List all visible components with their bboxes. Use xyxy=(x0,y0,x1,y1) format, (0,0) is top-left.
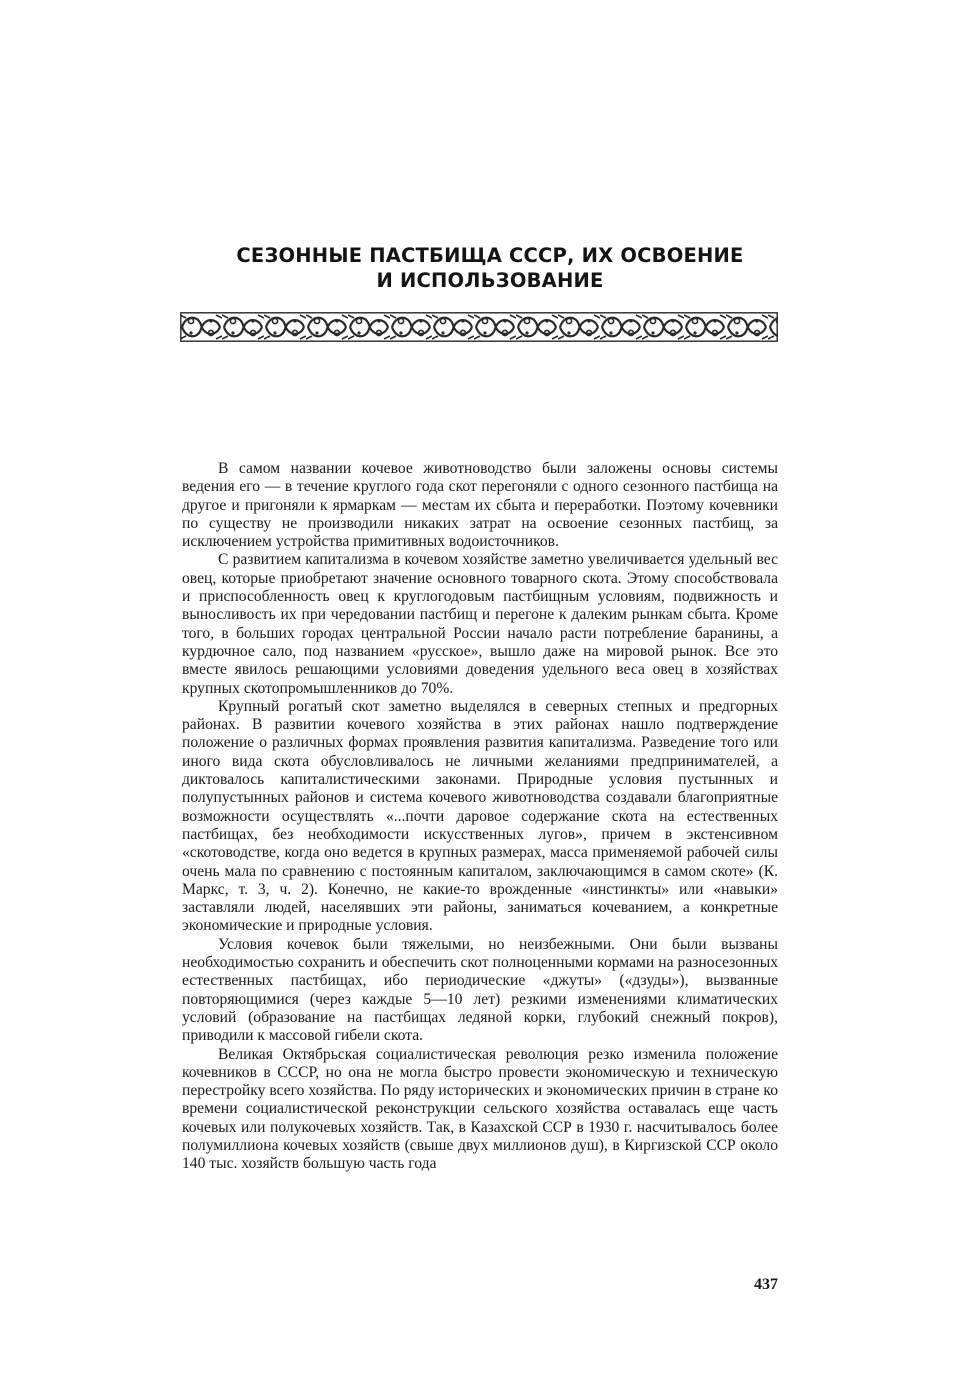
paragraph-4: Условия кочевок были тяжелыми, но неизбежными. Они были вызваны необходимостью сохранить и обеспечить скот полноценными кормами на разносезонных естественных пастбищах, ибо периодические «джуты» («дзуды»), вызванные повторяющимися (через каждые 5—10 лет) резкими изменениями климатических условий (образование на пастбищах ледяной корки, глубокий снежный покров), приводили к массовой гибели скота. xyxy=(182,935,778,1045)
paragraph-5: Великая Октябрьская социалистическая революция резко изменила положение кочевников в СССР, но она не могла быстро провести экономическую и техническую перестройку всего хозяйства. По ряду исторических и экономических причин в стране ко времени социалистической реконструкции сельского хозяйства оставалась еще часть кочевых или полукочевых хозяйств. Так, в Казахской ССР в 1930 г. насчитывалось более полумиллиона кочевых хозяйств (свыше двух миллионов душ), в Киргизской ССР около 140 тыс. хозяйств большую часть года xyxy=(182,1045,778,1173)
decorative-border-icon xyxy=(180,312,778,342)
chapter-title-line-2: И ИСПОЛЬЗОВАНИЕ xyxy=(376,269,604,292)
chapter-title-line-1: СЕЗОННЫЕ ПАСТБИЩА СССР, ИХ ОСВОЕНИЕ xyxy=(236,244,744,267)
article-body xyxy=(182,460,778,1174)
chapter-title xyxy=(150,243,830,293)
page-number: 437 xyxy=(754,1276,778,1293)
paragraph-1: В самом названии кочевое животноводство были заложены основы системы ведения его — в течение круглого года скот перегоняли с одного сезонного пастбища на другое и пригоняли к ярмаркам — местам их сбыта и переработки. Поэтому кочевники по существу не производили никаких затрат на освоение сезонных пастбищ, за исключением устройства примитивных водоисточников. xyxy=(182,460,778,551)
paragraph-3: Крупный рогатый скот заметно выделялся в северных степных и предгорных районах. В развитии кочевого хозяйства в этих районах нашло подтверждение положение о различных формах проявления развития капитализма. Разведение того или иного вида скота обусловливалось не личными желаниями предпринимателей, а диктовалось капиталистическими законами. Природные условия пустынных и полупустынных районов и система кочевого животноводства создавали благоприятные возможности осуществлять «...почти даровое содержание скота на естественных пастбищах, без необходимости искусственных лугов», причем в экстенсивном «скотоводстве, когда оно ведется в крупных размерах, масса применяемой рабочей силы очень мала по сравнению с постоянным капиталом, заключающимся в самом скоте» (К. Маркс, т. 3, ч. 2). Конечно, не какие-то врожденные «инстинкты» или «навыки» заставляли людей, населявших эти районы, заниматься кочеванием, а конкретные экономические и природные условия. xyxy=(182,697,778,935)
paragraph-2: С развитием капитализма в кочевом хозяйстве заметно увеличивается удельный вес овец, которые приобретают значение основного товарного скота. Этому способствовала и приспособленность овец к круглогодовым пастбищным условиям, подвижность и выносливость их при чередовании пастбищ и перегоне к далеким рынкам сбыта. Кроме того, в больших городах центральной России начало расти потребление баранины, а курдючное сало, под названием «русское», вышло даже на мировой рынок. Все это вместе явилось решающими условиями доведения удельного веса овец в хозяйствах крупных скотопромышленников до 70%. xyxy=(182,551,778,697)
